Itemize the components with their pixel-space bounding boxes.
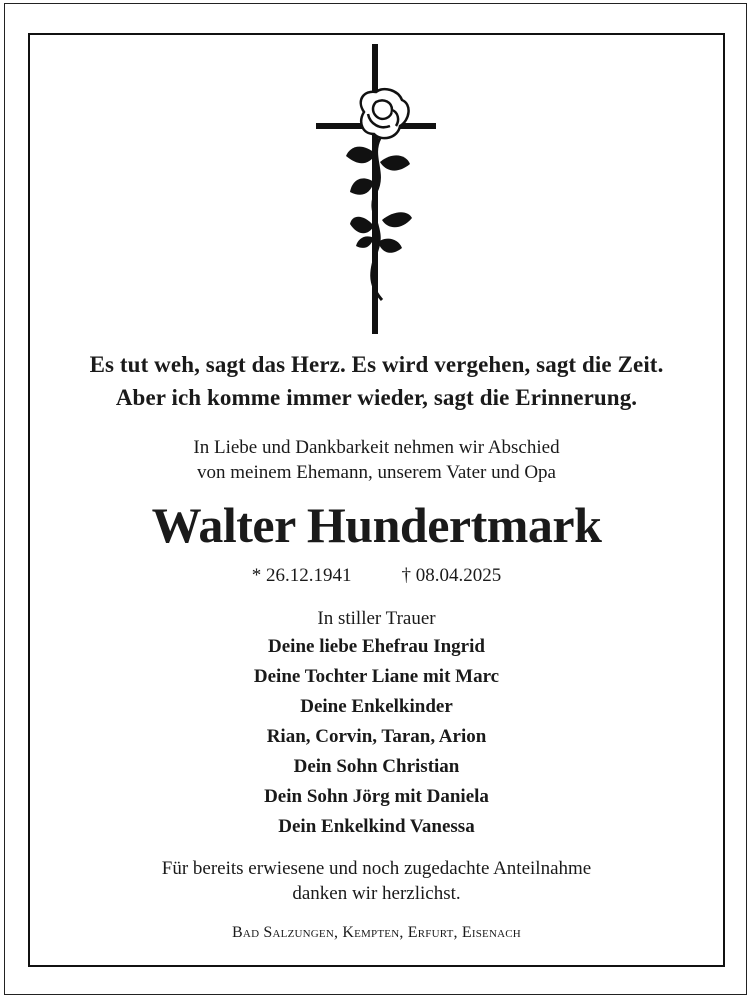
birth-date: * 26.12.1941 bbox=[251, 565, 352, 586]
mourning-label: In stiller Trauer bbox=[317, 608, 436, 629]
intro-line-2: von meinem Ehemann, unserem Vater und Opa bbox=[197, 462, 556, 483]
mourner-line: Dein Sohn Jörg mit Daniela bbox=[264, 786, 489, 807]
death-date: † 08.04.2025 bbox=[401, 565, 502, 586]
mourner-line: Dein Sohn Christian bbox=[293, 756, 460, 777]
thanks-line-1: Für bereits erwiesene und noch zugedachte Anteilnahme bbox=[161, 858, 592, 879]
intro-line-1: In Liebe und Dankbarkeit nehmen wir Abschied bbox=[193, 437, 560, 458]
quote-line-2: Aber ich komme immer wieder, sagt die Erinnerung. bbox=[115, 385, 638, 410]
cross-with-rose-icon bbox=[306, 42, 446, 338]
life-dates bbox=[0, 565, 753, 587]
mourner-line: Dein Enkelkind Vanessa bbox=[278, 816, 475, 837]
mourner-line: Rian, Corvin, Taran, Arion bbox=[266, 726, 487, 747]
mourner-line: Deine Enkelkinder bbox=[300, 696, 453, 717]
deceased-name: Walter Hundertmark bbox=[151, 497, 602, 553]
thanks-line-2: danken wir herzlichst. bbox=[292, 883, 461, 904]
mourner-line: Deine Tochter Liane mit Marc bbox=[253, 666, 500, 687]
places-line: Bad Salzungen, Kempten, Erfurt, Eisenach bbox=[232, 924, 521, 941]
mourner-line: Deine liebe Ehefrau Ingrid bbox=[268, 636, 485, 657]
quote-line-1: Es tut weh, sagt das Herz. Es wird vergehen, sagt die Zeit. bbox=[89, 352, 664, 377]
